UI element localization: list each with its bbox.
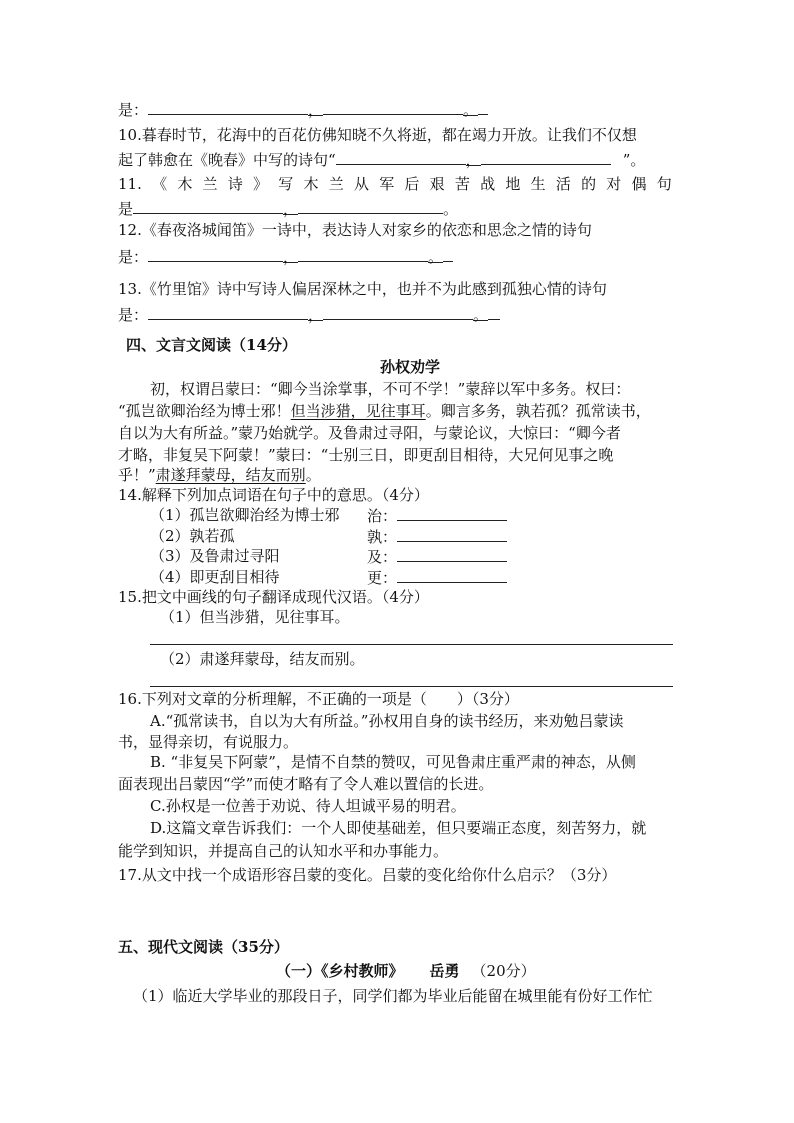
passage-text: “孤岂欲卿治经为博士邪！ bbox=[118, 402, 291, 420]
q13-blank-tail bbox=[488, 303, 500, 320]
passage-line-5 bbox=[118, 464, 321, 486]
underlined-sentence-1: 但当涉猎，见往事耳 bbox=[290, 402, 426, 420]
q13-blank-1[interactable] bbox=[148, 303, 308, 320]
q16-option-b-line-2: 面表现出吕蒙因“学”而使才略有了令人难以置信的长进。 bbox=[118, 775, 494, 793]
q14-blank-4[interactable] bbox=[397, 566, 507, 583]
q11-blank-2[interactable] bbox=[298, 197, 443, 214]
q14-blank-1[interactable] bbox=[397, 504, 507, 521]
q9-blank-2[interactable] bbox=[323, 98, 463, 115]
q12-blank-tail bbox=[443, 245, 453, 262]
q16-option-d-line-1: D.这篇文章告诉我们：一个人即使基础差，但只要端正态度，刻苦努力，就 bbox=[150, 819, 647, 837]
q12-prefix: 是： bbox=[118, 248, 149, 266]
q14-word-label: 治： bbox=[367, 507, 398, 525]
section-5-heading: 五、现代文阅读（35分） bbox=[118, 938, 289, 956]
q11-char: 活 bbox=[555, 175, 571, 193]
passage-line-4: 才略，非复吴下阿蒙！”蒙曰：“士别三日，即更刮目相待，大兄何见事之晚 bbox=[118, 446, 614, 464]
passage-line-1: 初，权谓吕蒙曰：“卿今当涂掌事，不可不学！”蒙辞以军中多务。权曰： bbox=[150, 380, 631, 398]
q13-blank-2[interactable] bbox=[323, 303, 473, 320]
q11-char: 地 bbox=[505, 175, 521, 193]
q13-period: 。 bbox=[473, 306, 489, 324]
q10-line-1: 10.暮春时节，花海中的百花仿佛知晓不久将逝，都在竭力开放。让我们不仅想 bbox=[118, 126, 637, 144]
q10-line-2 bbox=[118, 148, 645, 171]
q11-line-1 bbox=[118, 173, 672, 195]
q9-period: 。 bbox=[463, 101, 479, 119]
passage-text: 。卿言多务，孰若孤？孤常读书， bbox=[425, 402, 651, 420]
story-title: （一）《乡村教师》 bbox=[276, 962, 404, 980]
subsection-title bbox=[276, 960, 536, 982]
q11-char: 兰 bbox=[328, 175, 344, 193]
q14-blank-3[interactable] bbox=[397, 545, 507, 562]
story-score: （20分） bbox=[471, 962, 536, 980]
q11-char: 句 bbox=[656, 175, 672, 193]
q12-comma: ， bbox=[283, 248, 299, 266]
q11-prefix: 是 bbox=[118, 200, 134, 218]
q9-blank-tail bbox=[478, 98, 488, 115]
q11-char: 写 bbox=[278, 175, 294, 193]
q11-char: 《 bbox=[152, 175, 168, 193]
q12-period: 。 bbox=[428, 248, 444, 266]
q11-answer-line bbox=[118, 197, 458, 220]
q14-blank-2[interactable] bbox=[397, 525, 507, 542]
q14-item-2: （2）孰若孤 bbox=[150, 527, 235, 545]
q11-char: 诗 bbox=[227, 175, 243, 193]
q14-word-3 bbox=[367, 545, 507, 568]
q11-char: 从 bbox=[353, 175, 369, 193]
q15-answer-line-2[interactable] bbox=[150, 686, 673, 687]
q16-option-b-line-1: B. “非复吴下阿蒙”，是情不自禁的赞叹，可见鲁肃庄重严肃的神态，从侧 bbox=[150, 753, 636, 771]
q15-stem: 15.把文中画线的句子翻译成现代汉语。（4分） bbox=[118, 588, 429, 606]
q13-line-1: 13.《竹里馆》诗中写诗人偏居深林之中，也并不为此感到孤独心情的诗句 bbox=[118, 280, 607, 298]
q11-char: 11. bbox=[118, 175, 142, 193]
q14-word-label: 及： bbox=[367, 548, 398, 566]
q15-item-1: （1）但当涉猎，见往事耳。 bbox=[160, 608, 350, 626]
q9-answer-line bbox=[118, 98, 488, 121]
q11-blank-1[interactable] bbox=[133, 197, 283, 214]
q11-char: 军 bbox=[379, 175, 395, 193]
q11-char: 的 bbox=[581, 175, 597, 193]
q10-close: ”。 bbox=[622, 151, 646, 169]
passage-line-2 bbox=[118, 400, 651, 422]
q17-stem: 17.从文中找一个成语形容吕蒙的变化。吕蒙的变化给你什么启示？（3分） bbox=[118, 866, 617, 884]
q15-answer-line-1[interactable] bbox=[150, 644, 673, 645]
q13-comma: ， bbox=[308, 306, 324, 324]
q14-item-4: （4）即更刮目相待 bbox=[150, 568, 280, 586]
q11-period: 。 bbox=[443, 200, 459, 218]
q11-char: 战 bbox=[480, 175, 496, 193]
story-paragraph-1: （1）临近大学毕业的那段日子，同学们都为毕业后能留在城里能有份好工作忙 bbox=[133, 987, 653, 1005]
q10-comma: ， bbox=[465, 151, 481, 169]
q12-blank-2[interactable] bbox=[298, 245, 428, 262]
q11-char: 生 bbox=[530, 175, 546, 193]
section-4-heading: 四、文言文阅读（14分） bbox=[126, 336, 297, 354]
passage-text: 。 bbox=[305, 466, 321, 484]
q14-stem: 14.解释下列加点词语在句子中的意思。（4分） bbox=[118, 486, 429, 504]
q11-char: 木 bbox=[177, 175, 193, 193]
q12-answer-line bbox=[118, 245, 453, 268]
q11-char: 后 bbox=[404, 175, 420, 193]
q11-char: 艰 bbox=[429, 175, 445, 193]
q9-comma: ， bbox=[308, 101, 324, 119]
q10-stem: 起了韩愈在《晚春》中写的诗句“ bbox=[118, 151, 336, 169]
q14-item-3: （3）及鲁肃过寻阳 bbox=[150, 547, 280, 565]
q14-word-label: 更： bbox=[367, 569, 398, 587]
q12-line-1: 12.《春夜洛城闻笛》一诗中，表达诗人对家乡的依恋和思念之情的诗句 bbox=[118, 221, 592, 239]
q11-char: 兰 bbox=[202, 175, 218, 193]
q16-option-c: C.孙权是一位善于劝说、待人坦诚平易的明君。 bbox=[150, 797, 466, 815]
underlined-sentence-2: 肃遂拜蒙母，结友而别 bbox=[155, 466, 306, 484]
q14-word-label: 孰： bbox=[367, 528, 398, 546]
q16-stem: 16.下列对文章的分析理解，不正确的一项是（ ）（3分） bbox=[118, 690, 519, 708]
q11-char: 》 bbox=[253, 175, 269, 193]
q11-char: 苦 bbox=[454, 175, 470, 193]
q9-blank-1[interactable] bbox=[148, 98, 308, 115]
q11-comma: ， bbox=[283, 200, 299, 218]
q10-blank-2[interactable] bbox=[481, 148, 611, 165]
q16-option-d-line-2: 能学到知识，并提高自己的认知水平和办事能力。 bbox=[118, 842, 449, 860]
q11-char: 对 bbox=[606, 175, 622, 193]
q16-option-a-line-1: A.“孤常读书，自以为大有所益。”孙权用自身的读书经历，来劝勉吕蒙读 bbox=[150, 712, 624, 730]
q9-prefix: 是： bbox=[118, 101, 149, 119]
story-author: 岳勇 bbox=[429, 962, 460, 980]
passage-title: 孙权劝学 bbox=[380, 358, 441, 376]
q12-blank-1[interactable] bbox=[148, 245, 283, 262]
q11-char: 木 bbox=[303, 175, 319, 193]
q13-prefix: 是： bbox=[118, 306, 149, 324]
q14-word-1 bbox=[367, 504, 507, 527]
passage-text: 乎！” bbox=[118, 466, 156, 484]
q13-answer-line bbox=[118, 303, 500, 326]
passage-line-3: 自以为大有所益。”蒙乃始就学。及鲁肃过寻阳，与蒙论议，大惊曰：“卿今者 bbox=[118, 424, 621, 442]
q10-blank-1[interactable] bbox=[336, 148, 466, 165]
q11-char: 偶 bbox=[631, 175, 647, 193]
q15-item-2: （2）肃遂拜蒙母，结友而别。 bbox=[160, 650, 365, 668]
q16-option-a-line-2: 书，显得亲切，有说服力。 bbox=[118, 733, 299, 751]
q14-item-1: （1）孤岂欲卿治经为博士邪 bbox=[150, 506, 340, 524]
